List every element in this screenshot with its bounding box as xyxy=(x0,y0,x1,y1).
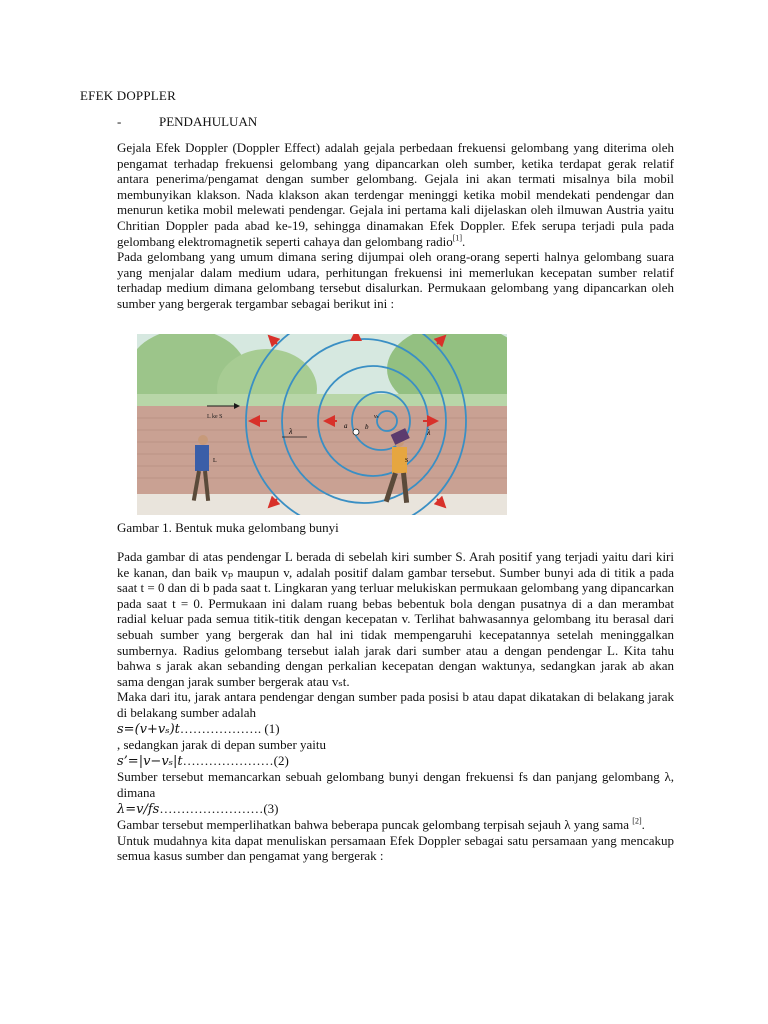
point-a-label: a xyxy=(344,422,348,430)
source-label: S xyxy=(405,458,409,464)
paragraph-7-end: . xyxy=(641,817,645,833)
paragraph-7 xyxy=(117,817,674,833)
paragraph-7-text: Gambar tersebut memperlihatkan bahwa beberapa puncak gelombang terpisah sejauh λ yang sama xyxy=(117,817,630,833)
equation-1-line xyxy=(117,721,674,738)
document-title: EFEK DOPPLER xyxy=(80,88,176,103)
lambda-label-right: λ xyxy=(427,428,431,437)
equation-2: s’=|v−vₛ|t xyxy=(117,753,183,769)
explanation-block xyxy=(117,549,674,864)
paragraph-8: Untuk mudahnya kita dapat menuliskan persamaan Efek Doppler sebagai satu persamaan yang mencakup semua kasus sumber dan pengamat yang bergerak : xyxy=(117,832,674,864)
paragraph-4: Maka dari itu, jarak antara pendengar dengan sumber pada posisi b atau dapat dikatakan di belakang jarak di belakang sumber adalah xyxy=(117,689,674,720)
paragraph-1-end: . xyxy=(462,233,466,249)
equation-3: λ=v/fs xyxy=(117,801,160,817)
paragraph-3: Pada gambar di atas pendengar L berada di sebelah kiri sumber S. Arah positif yang terjadi yaitu dari kiri ke kanan, dan baik vₚ maupun v, adalah positif dalam gambar tersebut. Sumber bunyi ada di titik a pada saat t = 0 dan di b pada saat t. Lingkaran yang terluar melukiskan permukaan gelombang yang dipancarkan pada saat t = 0. Permukaan ini dalam ruang bebas bebentuk bola dengan pusatnya di a dan merambat radial keluar pada semua titik-titik dengan kecepatan v. Terlihat bahwasannya gelombang itu berasal dari sebuah sumber yang bergerak dan hal ini tidak mempengaruhi kecepatannya setelah meninggalkan sumbernya. Radius gelombang tersebut ialah jarak dari sumber atau a dengan pendengar L. Kita tahu bahwa s jarak akan sebanding dengan perkalian kecepatan dengan waktunya, sedangkan jarak ab akan sama dengan jarak sumber bergerak atau vₛt. xyxy=(117,549,674,689)
doppler-wavefront-figure xyxy=(137,334,507,515)
reference-2: [2] xyxy=(632,816,642,826)
paragraph-5: , sedangkan jarak di depan sumber yaitu xyxy=(117,737,327,753)
paragraph-6: Sumber tersebut memancarkan sebuah gelombang bunyi dengan frekuensi fs dan panjang gelombang λ, dimana xyxy=(117,769,674,800)
listener-label: L xyxy=(213,458,217,464)
equation-2-line xyxy=(117,753,674,770)
section-heading xyxy=(117,114,257,130)
paragraph-1 xyxy=(117,140,674,249)
point-a xyxy=(353,429,359,435)
lambda-label-left: λ xyxy=(289,427,293,436)
figure-caption: Gambar 1. Bentuk muka gelombang bunyi xyxy=(117,520,339,535)
equation-1-number: ………………. (1) xyxy=(179,720,280,736)
vs-label: vₛ xyxy=(374,414,379,420)
bullet-dash: - xyxy=(117,114,122,129)
reference-1: [1] xyxy=(452,233,463,243)
intro-block xyxy=(117,140,674,312)
equation-3-number: ……………………(3) xyxy=(159,800,279,816)
direction-label: L ke S xyxy=(207,414,223,420)
equation-2-number: …………………(2) xyxy=(182,752,289,768)
brick-wall xyxy=(137,406,507,494)
equation-3-line xyxy=(117,801,674,818)
paragraph-1-text: Gejala Efek Doppler (Doppler Effect) adalah gejala perbedaan frekuensi gelombang yang diterima oleh pengamat terhadap frekuensi gelombang yang dipancarkan oleh sumber, ketika terdapat gerak relatif antara penerima/pengamat dengan sumber gelombang. Gejala ini akan termati misalnya bila mobil membunyikan klakson. Nada klakson akan terdengar meninggi ketika mobil mendekati pendengar dan menurun ketika mobil melewati pendengar. Gejala ini pertama kali dijelaskan oleh ilmuwan Austria yaitu Chritian Doppler pada abad ke-19, sehingga dinamakan Efek Doppler. Efek serupa terjadi pula pada gelombang elektromagnetik seperti cahaya dan gelombang radio xyxy=(117,140,674,249)
equation-1: s=(v+vₛ)t xyxy=(117,721,180,737)
paragraph-2: Pada gelombang yang umum dimana sering dijumpai oleh orang-orang seperti halnya gelombang suara yang menjalar dalam medium udara, perhitungan frekuensi ini memerlukan kecepatan sumber relatif terhadap medium dimana gelombang tersebut disalurkan. Permukaan gelombang yang dipancarkan oleh sumber yang bergerak tergambar sebagai berikut ini : xyxy=(117,249,674,311)
point-b-label: b xyxy=(365,423,369,431)
section-heading-text: PENDAHULUAN xyxy=(159,114,258,129)
